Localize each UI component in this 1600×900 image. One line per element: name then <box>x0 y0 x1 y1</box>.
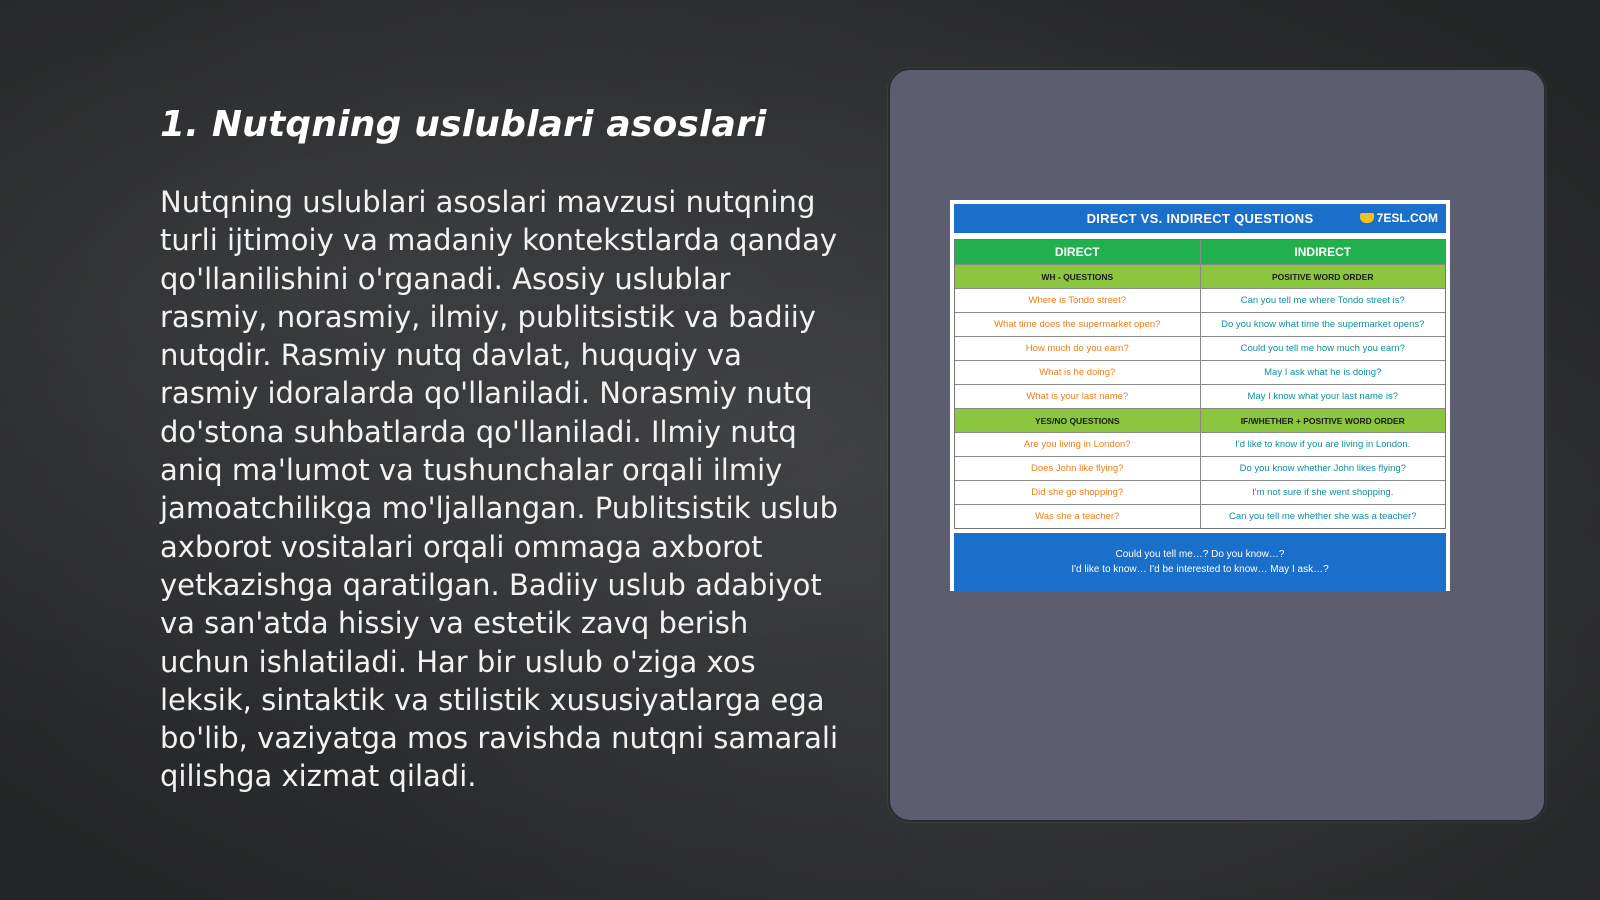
infographic-header <box>954 204 1446 233</box>
column-header-direct: DIRECT <box>1054 245 1100 259</box>
direct-question: Does John like flying? <box>1031 463 1124 474</box>
indirect-question: May I know what your last name is? <box>1200 385 1446 408</box>
table-row <box>955 480 1445 504</box>
section-rule: POSITIVE WORD ORDER <box>1200 265 1446 288</box>
infographic-title: DIRECT VS. INDIRECT QUESTIONS <box>1086 211 1314 226</box>
direct-question: What is he doing? <box>1039 367 1116 378</box>
section-row-wh <box>955 264 1445 288</box>
indirect-question: Could you tell me how much you earn? <box>1200 337 1446 360</box>
section-label: YES/NO QUESTIONS <box>1034 415 1120 426</box>
direct-question: Are you living in London? <box>1023 439 1131 450</box>
section-label: WH - QUESTIONS <box>1041 271 1114 282</box>
direct-question: Where is Tondo street? <box>1028 295 1126 306</box>
table-row <box>955 456 1445 480</box>
table-row <box>955 336 1445 360</box>
indirect-question: Can you tell me whether she was a teacher? <box>1200 505 1446 528</box>
questions-table <box>954 239 1446 529</box>
esl-logo <box>1360 211 1438 225</box>
footer-line-1: Could you tell me…? Do you know…? <box>1115 549 1285 560</box>
table-row <box>955 432 1445 456</box>
direct-question: What is your last name? <box>1026 391 1129 402</box>
indirect-question: Do you know what time the supermarket opens? <box>1200 313 1446 336</box>
indirect-question: Do you know whether John likes flying? <box>1200 457 1446 480</box>
indirect-question: May I ask what he is doing? <box>1200 361 1446 384</box>
section-rule: IF/WHETHER + POSITIVE WORD ORDER <box>1200 409 1446 432</box>
table-row <box>955 360 1445 384</box>
indirect-question: I'd like to know if you are living in London. <box>1200 433 1446 456</box>
indirect-question: I'm not sure if she went shopping. <box>1200 481 1446 504</box>
direct-question: Was she a teacher? <box>1035 511 1120 522</box>
slide-body-text: Nutqning uslublari asoslari mavzusi nutqning turli ijtimoiy va madaniy kontekstlarda qanday qo'llanilishini o'rganadi. Asosiy uslublar rasmiy, norasmiy, ilmiy, publitsistik va badiiy nutqdir. Rasmiy nutq davlat, huquqiy va rasmiy idoralarda qo'llaniladi. Norasmiy nutq do'stona suhbatlarda qo'llaniladi. Ilmiy nutq aniq ma'lumot va tushunchalar orqali ilmiy jamoatchilikga mo'ljallangan. Publitsistik uslub axborot vositalari orqali ommaga axborot yetkazishga qaratilgan. Badiiy uslub adabiyot va san'atda hissiy va estetik zavq berish uchun ishlatiladi. Har bir uslub o'ziga xos leksik, sintaktik va stilistik xususiyatlarga ega bo'lib, vaziyatga mos ravishda nutqni samarali qilishga xizmat qiladi. <box>160 185 839 794</box>
table-header-row <box>955 240 1445 264</box>
slide-title: 1. Nutqning uslublari asoslari <box>160 104 767 145</box>
infographic-image <box>950 200 1450 591</box>
footer-line-2: I'd like to know… I'd be interested to know… May I ask…? <box>1071 564 1329 575</box>
table-row <box>955 504 1445 528</box>
indirect-question: Can you tell me where Tondo street is? <box>1200 289 1446 312</box>
table-row <box>955 288 1445 312</box>
table-row <box>955 384 1445 408</box>
section-row-yes-no <box>955 408 1445 432</box>
graduation-cap-icon <box>1360 213 1374 223</box>
direct-question: What time does the supermarket open? <box>994 319 1161 330</box>
table-row <box>955 312 1445 336</box>
direct-question: How much do you earn? <box>1025 343 1129 354</box>
logo-text: 7ESL.COM <box>1376 211 1438 225</box>
infographic-footer <box>954 533 1446 591</box>
column-header-indirect: INDIRECT <box>1200 240 1446 264</box>
direct-question: Did she go shopping? <box>1031 487 1124 498</box>
